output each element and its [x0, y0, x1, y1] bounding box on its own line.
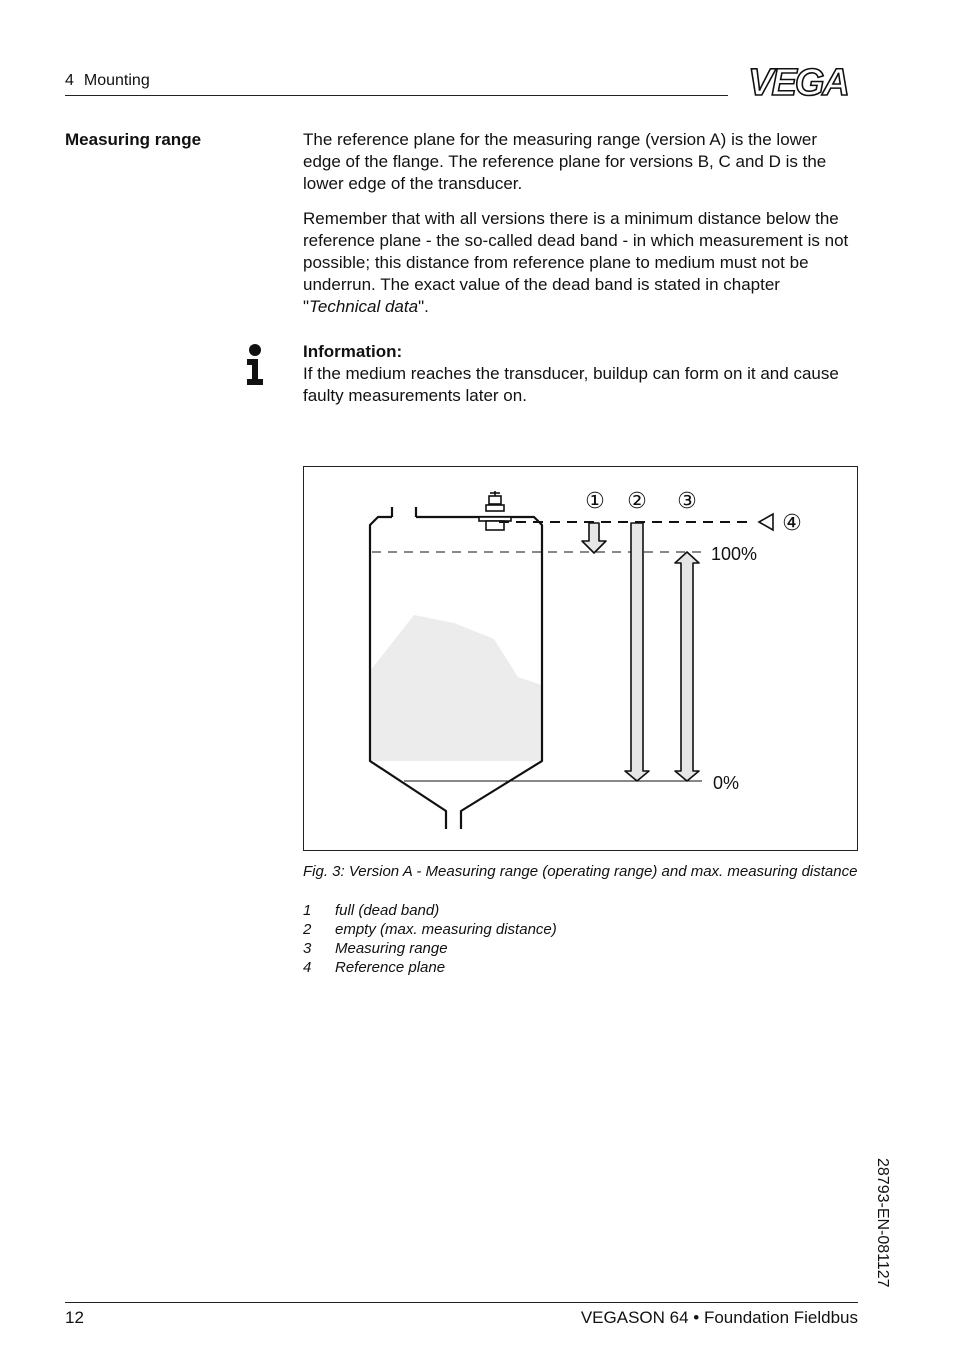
reference-plane-marker [759, 514, 773, 530]
legend-item: 3 Measuring range [303, 940, 448, 957]
page-number: 12 [65, 1308, 84, 1327]
marker-1: ① [585, 489, 605, 514]
vega-logo [738, 64, 858, 100]
measuring-range-arrow [675, 552, 699, 781]
marker-3: ③ [677, 489, 697, 514]
legend-item: 2 empty (max. measuring distance) [303, 921, 557, 938]
paragraph-reference-plane: The reference plane for the measuring range (version A) is the lower edge of the flange. The reference plane for versions B, C and D is the lower edge of the transducer. [303, 130, 827, 193]
footer-rule [65, 1302, 858, 1303]
marker-2: ② [627, 489, 647, 514]
header-section-number: 4 [65, 72, 74, 89]
header-section-title: Mounting [83, 72, 150, 89]
label-100-percent: 100% [711, 544, 758, 564]
sensor-icon [479, 491, 511, 530]
measuring-range-figure [303, 466, 858, 851]
legend-item: 1 full (dead band) [303, 902, 440, 919]
running-header [65, 72, 150, 90]
section-heading: Measuring range [65, 130, 202, 149]
tank-diagram [304, 467, 857, 850]
marker-4: ④ [782, 511, 802, 536]
technical-data-reference: Technical data [309, 297, 419, 316]
paragraph-dead-band: Remember that with all versions there is a minimum distance below the reference plane - the so-called dead band - in which measurement is not possible; this distance from reference plane to medium must not be underrun. The exact value of the dead band is stated in chapter "Technical data". [303, 209, 849, 316]
svg-text:VEGA: VEGA [748, 64, 848, 100]
header-rule [65, 95, 728, 96]
figure-legend [303, 901, 557, 977]
tank-medium [370, 615, 542, 761]
info-text: If the medium reaches the transducer, buildup can form on it and cause faulty measurements later on. [303, 364, 839, 405]
svg-text:28793-EN-081127: 28793-EN-081127 [874, 1158, 891, 1288]
info-title: Information: [303, 342, 403, 361]
legend-item: 4 Reference plane [303, 959, 446, 976]
info-icon [244, 344, 266, 386]
figure-caption: Fig. 3: Version A - Measuring range (operating range) and max. measuring distance [303, 863, 858, 880]
label-0-percent: 0% [713, 773, 740, 793]
document-title: VEGASON 64 • Foundation Fieldbus [580, 1308, 858, 1327]
max-distance-arrow [625, 523, 649, 781]
dead-band-arrow [582, 523, 606, 553]
document-code [872, 1158, 896, 1308]
